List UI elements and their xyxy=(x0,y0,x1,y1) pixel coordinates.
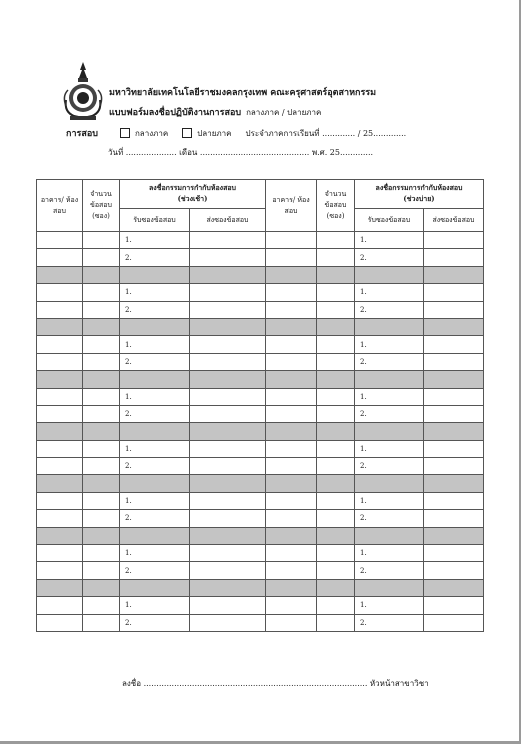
receive-cell[interactable]: 1. xyxy=(355,232,424,249)
send-cell[interactable] xyxy=(190,388,266,405)
receive-cell[interactable]: 1. xyxy=(120,232,190,249)
count-cell[interactable] xyxy=(83,336,120,353)
exam-type-line xyxy=(66,126,406,140)
table-row xyxy=(37,405,484,422)
room-cell[interactable] xyxy=(266,353,317,370)
count-cell[interactable] xyxy=(317,353,355,370)
form-title xyxy=(109,105,321,119)
table-row xyxy=(37,562,484,579)
table-row xyxy=(37,336,484,353)
receive-cell[interactable]: 2. xyxy=(355,510,424,527)
separator-row xyxy=(37,318,484,335)
university-emblem-icon xyxy=(60,60,106,122)
separator-cell xyxy=(355,475,424,492)
header-room-afternoon: อาคาร/ ห้องสอบ xyxy=(266,180,317,232)
send-cell[interactable] xyxy=(190,458,266,475)
midterm-label: กลางภาค xyxy=(134,128,169,138)
count-cell[interactable] xyxy=(83,284,120,301)
room-cell[interactable] xyxy=(37,597,83,614)
separator-cell xyxy=(190,527,266,544)
receive-cell[interactable]: 2. xyxy=(355,614,424,631)
room-cell[interactable] xyxy=(266,458,317,475)
separator-cell xyxy=(37,475,83,492)
signature-line[interactable]: ลงชื่อ ........................................................................................ หัวหน้าสาขาวิชา xyxy=(122,679,429,688)
separator-cell xyxy=(266,423,317,440)
room-cell[interactable] xyxy=(266,510,317,527)
separator-row xyxy=(37,527,484,544)
receive-cell[interactable]: 2. xyxy=(120,405,190,422)
separator-cell xyxy=(317,371,355,388)
semester-field[interactable]: ประจำภาคการเรียนที่ ............. / 25............. xyxy=(245,128,407,138)
count-cell[interactable] xyxy=(83,353,120,370)
room-cell[interactable] xyxy=(37,336,83,353)
separator-cell xyxy=(190,579,266,596)
separator-cell xyxy=(355,423,424,440)
count-cell[interactable] xyxy=(317,388,355,405)
separator-row xyxy=(37,475,484,492)
send-cell[interactable] xyxy=(424,336,484,353)
header-receive-afternoon: รับซองข้อสอบ xyxy=(355,209,424,232)
date-line[interactable]: วันที่ .................... เดือน ........................................... พ.ศ. 25............. xyxy=(108,148,374,157)
send-cell[interactable] xyxy=(424,458,484,475)
separator-cell xyxy=(120,266,190,283)
room-cell[interactable] xyxy=(266,249,317,266)
table-row xyxy=(37,492,484,509)
send-cell[interactable] xyxy=(190,284,266,301)
count-cell[interactable] xyxy=(317,614,355,631)
header-send-morning: ส่งซองข้อสอบ xyxy=(190,209,266,232)
separator-cell xyxy=(266,371,317,388)
count-cell[interactable] xyxy=(83,249,120,266)
receive-cell[interactable]: 2. xyxy=(355,405,424,422)
morning-period-label: (ช่วงเช้า) xyxy=(177,194,208,203)
separator-row xyxy=(37,266,484,283)
count-cell[interactable] xyxy=(317,458,355,475)
receive-cell[interactable]: 2. xyxy=(120,249,190,266)
room-cell[interactable] xyxy=(266,597,317,614)
room-cell[interactable] xyxy=(37,405,83,422)
separator-cell xyxy=(120,527,190,544)
separator-cell xyxy=(37,266,83,283)
room-cell[interactable] xyxy=(37,353,83,370)
count-cell[interactable] xyxy=(317,545,355,562)
committee-afternoon-label: ลงชื่อกรรมการกำกับห้องสอบ xyxy=(375,183,463,193)
send-cell[interactable] xyxy=(424,492,484,509)
header-send-afternoon: ส่งซองข้อสอบ xyxy=(424,209,484,232)
count-cell[interactable] xyxy=(83,405,120,422)
separator-cell xyxy=(355,527,424,544)
room-cell[interactable] xyxy=(37,492,83,509)
send-cell[interactable] xyxy=(424,232,484,249)
exam-signature-table xyxy=(36,179,484,632)
room-cell[interactable] xyxy=(266,284,317,301)
table-row xyxy=(37,614,484,631)
count-cell[interactable] xyxy=(317,597,355,614)
separator-cell xyxy=(355,266,424,283)
room-cell[interactable] xyxy=(266,492,317,509)
table-row xyxy=(37,388,484,405)
final-label: ปลายภาค xyxy=(197,128,232,138)
send-cell[interactable] xyxy=(190,614,266,631)
separator-cell xyxy=(37,318,83,335)
count-cell[interactable] xyxy=(83,440,120,457)
table-row xyxy=(37,545,484,562)
receive-cell[interactable]: 2. xyxy=(355,353,424,370)
room-cell[interactable] xyxy=(266,440,317,457)
receive-cell[interactable]: 2. xyxy=(355,562,424,579)
midterm-checkbox[interactable] xyxy=(120,128,130,138)
separator-cell xyxy=(83,423,120,440)
exam-label: การสอบ xyxy=(66,129,98,139)
separator-cell xyxy=(37,423,83,440)
room-cell[interactable] xyxy=(37,388,83,405)
separator-cell xyxy=(83,527,120,544)
count-cell[interactable] xyxy=(83,614,120,631)
separator-cell xyxy=(317,475,355,492)
count-cell[interactable] xyxy=(317,301,355,318)
table-row xyxy=(37,353,484,370)
receive-cell[interactable]: 1. xyxy=(355,336,424,353)
receive-cell[interactable]: 1. xyxy=(120,440,190,457)
room-cell[interactable] xyxy=(37,301,83,318)
receive-cell[interactable]: 2. xyxy=(355,301,424,318)
separator-cell xyxy=(83,475,120,492)
separator-cell xyxy=(317,318,355,335)
send-cell[interactable] xyxy=(424,405,484,422)
room-cell[interactable] xyxy=(266,232,317,249)
send-cell[interactable] xyxy=(190,249,266,266)
receive-cell[interactable]: 1. xyxy=(355,388,424,405)
separator-cell xyxy=(83,371,120,388)
table-row xyxy=(37,510,484,527)
send-cell[interactable] xyxy=(424,614,484,631)
room-cell[interactable] xyxy=(37,458,83,475)
separator-cell xyxy=(266,527,317,544)
send-cell[interactable] xyxy=(190,405,266,422)
room-cell[interactable] xyxy=(266,614,317,631)
separator-cell xyxy=(190,371,266,388)
option-final[interactable] xyxy=(182,127,231,140)
count-cell[interactable] xyxy=(317,336,355,353)
send-cell[interactable] xyxy=(190,440,266,457)
send-cell[interactable] xyxy=(424,249,484,266)
receive-cell[interactable]: 2. xyxy=(120,614,190,631)
count-cell[interactable] xyxy=(317,249,355,266)
send-cell[interactable] xyxy=(190,353,266,370)
table-body xyxy=(37,232,484,632)
send-cell[interactable] xyxy=(190,301,266,318)
count-cell[interactable] xyxy=(83,510,120,527)
receive-cell[interactable]: 1. xyxy=(355,492,424,509)
header-room-morning: อาคาร/ ห้องสอบ xyxy=(37,180,83,232)
separator-cell xyxy=(317,423,355,440)
send-cell[interactable] xyxy=(424,440,484,457)
separator-cell xyxy=(424,266,484,283)
send-cell[interactable] xyxy=(424,301,484,318)
header-count-afternoon: จำนวน ข้อสอบ (ซอง) xyxy=(317,180,355,232)
receive-cell[interactable]: 1. xyxy=(355,597,424,614)
count-cell[interactable] xyxy=(317,492,355,509)
receive-cell[interactable]: 2. xyxy=(355,458,424,475)
send-cell[interactable] xyxy=(424,353,484,370)
separator-cell xyxy=(37,371,83,388)
header-committee-morning xyxy=(120,180,266,209)
form-title-main: แบบฟอร์มลงชื่อปฏิบัติงานการสอบ xyxy=(109,108,242,118)
receive-cell[interactable]: 2. xyxy=(120,510,190,527)
send-cell[interactable] xyxy=(190,336,266,353)
receive-cell[interactable]: 2. xyxy=(120,301,190,318)
table-row xyxy=(37,301,484,318)
separator-cell xyxy=(37,579,83,596)
count-cell[interactable] xyxy=(317,562,355,579)
committee-morning-label: ลงชื่อกรรมการกำกับห้องสอบ xyxy=(149,183,236,193)
room-cell[interactable] xyxy=(37,284,83,301)
separator-row xyxy=(37,579,484,596)
count-cell[interactable] xyxy=(317,232,355,249)
receive-cell[interactable]: 1. xyxy=(120,492,190,509)
room-cell[interactable] xyxy=(37,614,83,631)
room-cell[interactable] xyxy=(266,336,317,353)
room-cell[interactable] xyxy=(37,510,83,527)
count-cell[interactable] xyxy=(83,388,120,405)
receive-cell[interactable]: 2. xyxy=(120,458,190,475)
separator-row xyxy=(37,423,484,440)
separator-cell xyxy=(190,475,266,492)
room-cell[interactable] xyxy=(37,562,83,579)
count-cell[interactable] xyxy=(83,545,120,562)
count-cell[interactable] xyxy=(83,232,120,249)
separator-cell xyxy=(424,527,484,544)
count-cell[interactable] xyxy=(317,405,355,422)
room-cell[interactable] xyxy=(266,545,317,562)
room-cell[interactable] xyxy=(37,249,83,266)
separator-cell xyxy=(83,318,120,335)
option-midterm[interactable] xyxy=(120,127,168,140)
receive-cell[interactable]: 1. xyxy=(120,597,190,614)
room-cell[interactable] xyxy=(266,301,317,318)
receive-cell[interactable]: 1. xyxy=(355,545,424,562)
separator-cell xyxy=(190,423,266,440)
count-cell[interactable] xyxy=(317,510,355,527)
count-cell[interactable] xyxy=(83,301,120,318)
separator-cell xyxy=(266,318,317,335)
send-cell[interactable] xyxy=(190,510,266,527)
table-row xyxy=(37,440,484,457)
receive-cell[interactable]: 2. xyxy=(120,562,190,579)
table-row xyxy=(37,458,484,475)
receive-cell[interactable]: 1. xyxy=(120,388,190,405)
separator-cell xyxy=(37,527,83,544)
send-cell[interactable] xyxy=(190,597,266,614)
count-cell[interactable] xyxy=(83,492,120,509)
separator-cell xyxy=(120,371,190,388)
receive-cell[interactable]: 1. xyxy=(120,336,190,353)
separator-cell xyxy=(424,318,484,335)
separator-cell xyxy=(424,475,484,492)
send-cell[interactable] xyxy=(424,562,484,579)
separator-row xyxy=(37,371,484,388)
separator-cell xyxy=(317,527,355,544)
receive-cell[interactable]: 2. xyxy=(120,353,190,370)
separator-cell xyxy=(424,579,484,596)
room-cell[interactable] xyxy=(266,388,317,405)
send-cell[interactable] xyxy=(190,545,266,562)
table-row xyxy=(37,284,484,301)
receive-cell[interactable]: 1. xyxy=(120,545,190,562)
header-committee-afternoon xyxy=(355,180,484,209)
room-cell[interactable] xyxy=(37,545,83,562)
send-cell[interactable] xyxy=(424,597,484,614)
send-cell[interactable] xyxy=(190,232,266,249)
send-cell[interactable] xyxy=(424,284,484,301)
count-cell[interactable] xyxy=(83,562,120,579)
send-cell[interactable] xyxy=(424,388,484,405)
receive-cell[interactable]: 1. xyxy=(355,284,424,301)
form-title-sub: กลางภาค / ปลายภาค xyxy=(246,108,322,117)
separator-cell xyxy=(120,579,190,596)
receive-cell[interactable]: 1. xyxy=(120,284,190,301)
room-cell[interactable] xyxy=(37,232,83,249)
separator-cell xyxy=(424,371,484,388)
afternoon-period-label: (ช่วงบ่าย) xyxy=(403,194,435,203)
table-row xyxy=(37,249,484,266)
separator-cell xyxy=(355,371,424,388)
room-cell[interactable] xyxy=(266,562,317,579)
send-cell[interactable] xyxy=(190,562,266,579)
room-cell[interactable] xyxy=(266,405,317,422)
separator-cell xyxy=(266,266,317,283)
separator-cell xyxy=(190,266,266,283)
separator-cell xyxy=(355,579,424,596)
table-row xyxy=(37,232,484,249)
count-cell[interactable] xyxy=(317,440,355,457)
final-checkbox[interactable] xyxy=(182,128,192,138)
room-cell[interactable] xyxy=(37,440,83,457)
send-cell[interactable] xyxy=(424,510,484,527)
separator-cell xyxy=(355,318,424,335)
count-cell[interactable] xyxy=(317,284,355,301)
separator-cell xyxy=(120,318,190,335)
send-cell[interactable] xyxy=(190,492,266,509)
receive-cell[interactable]: 1. xyxy=(355,440,424,457)
separator-cell xyxy=(120,475,190,492)
separator-cell xyxy=(317,579,355,596)
separator-cell xyxy=(266,579,317,596)
send-cell[interactable] xyxy=(424,545,484,562)
separator-cell xyxy=(266,475,317,492)
separator-cell xyxy=(317,266,355,283)
separator-cell xyxy=(83,266,120,283)
header-receive-morning: รับซองข้อสอบ xyxy=(120,209,190,232)
table-row xyxy=(37,597,484,614)
separator-cell xyxy=(190,318,266,335)
separator-cell xyxy=(83,579,120,596)
count-cell[interactable] xyxy=(83,597,120,614)
header-count-morning: จำนวน ข้อสอบ (ซอง) xyxy=(83,180,120,232)
separator-cell xyxy=(424,423,484,440)
university-faculty-title: มหาวิทยาลัยเทคโนโลยีราชมงคลกรุงเทพ คณะครุศาสตร์อุตสาหกรรม xyxy=(109,88,377,98)
count-cell[interactable] xyxy=(83,458,120,475)
separator-cell xyxy=(120,423,190,440)
receive-cell[interactable]: 2. xyxy=(355,249,424,266)
